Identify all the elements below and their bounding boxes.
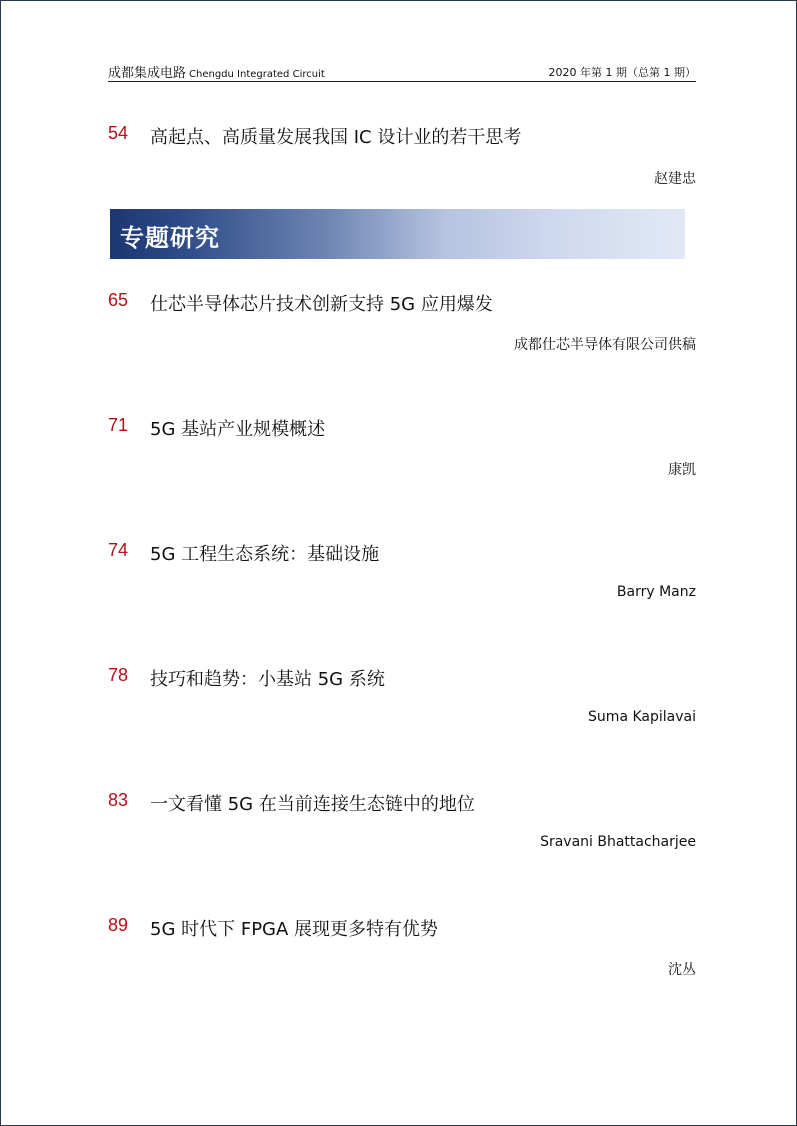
toc-author: Suma Kapilavai [588,709,696,725]
header-divider [108,81,696,82]
toc-entry[interactable] [108,415,696,478]
toc-page-number: 65 [108,290,129,310]
toc-article-title[interactable]: 高起点、高质量发展我国 IC 设计业的若干思考 [150,127,522,148]
toc-article-title[interactable]: 技巧和趋势：小基站 5G 系统 [150,669,385,690]
toc-article-title[interactable]: 5G 时代下 FPGA 展现更多特有优势 [150,919,439,940]
running-header [108,60,696,80]
section-banner [110,209,685,259]
toc-author: 成都仕芯半导体有限公司供稿 [514,337,696,353]
toc-author: 康凯 [668,462,696,478]
toc-entry[interactable] [108,290,696,353]
toc-page-number: 71 [108,415,129,435]
toc-entry[interactable] [108,915,696,978]
toc-article-title[interactable]: 5G 工程生态系统：基础设施 [150,544,380,565]
toc-author: 赵建忠 [654,171,696,187]
toc-entry-line [108,540,696,568]
toc-page-number: 89 [108,915,129,935]
toc-article-title[interactable]: 5G 基站产业规模概述 [150,419,326,440]
journal-name [108,62,325,81]
toc-page-number: 78 [108,665,129,685]
toc-author: 沈丛 [668,962,696,978]
toc-entry-line [108,123,696,151]
toc-entry-line [108,915,696,943]
journal-name-cn: 成都集成电路 [108,66,187,81]
toc-entry-line [108,790,696,818]
section-title: 专题研究 [120,224,220,252]
toc-entry[interactable] [108,790,696,850]
toc-entry[interactable] [108,665,696,725]
journal-name-en: Chengdu Integrated Circuit [189,69,325,80]
toc-entry[interactable] [108,123,696,187]
toc-article-title[interactable]: 仕芯半导体芯片技术创新支持 5G 应用爆发 [150,294,493,315]
toc-entry[interactable] [108,540,696,600]
toc-entry-line [108,290,696,318]
issue-number: 2020 年第 1 期（总第 1 期） [548,66,696,79]
toc-page-number: 83 [108,790,129,810]
toc-author: Sravani Bhattacharjee [540,834,696,850]
toc-page-number: 54 [108,123,129,143]
toc-article-title[interactable]: 一文看懂 5G 在当前连接生态链中的地位 [150,794,475,815]
toc-entry-line [108,415,696,443]
toc-entry-line [108,665,696,693]
toc-page-number: 74 [108,540,129,560]
toc-author: Barry Manz [616,584,696,600]
